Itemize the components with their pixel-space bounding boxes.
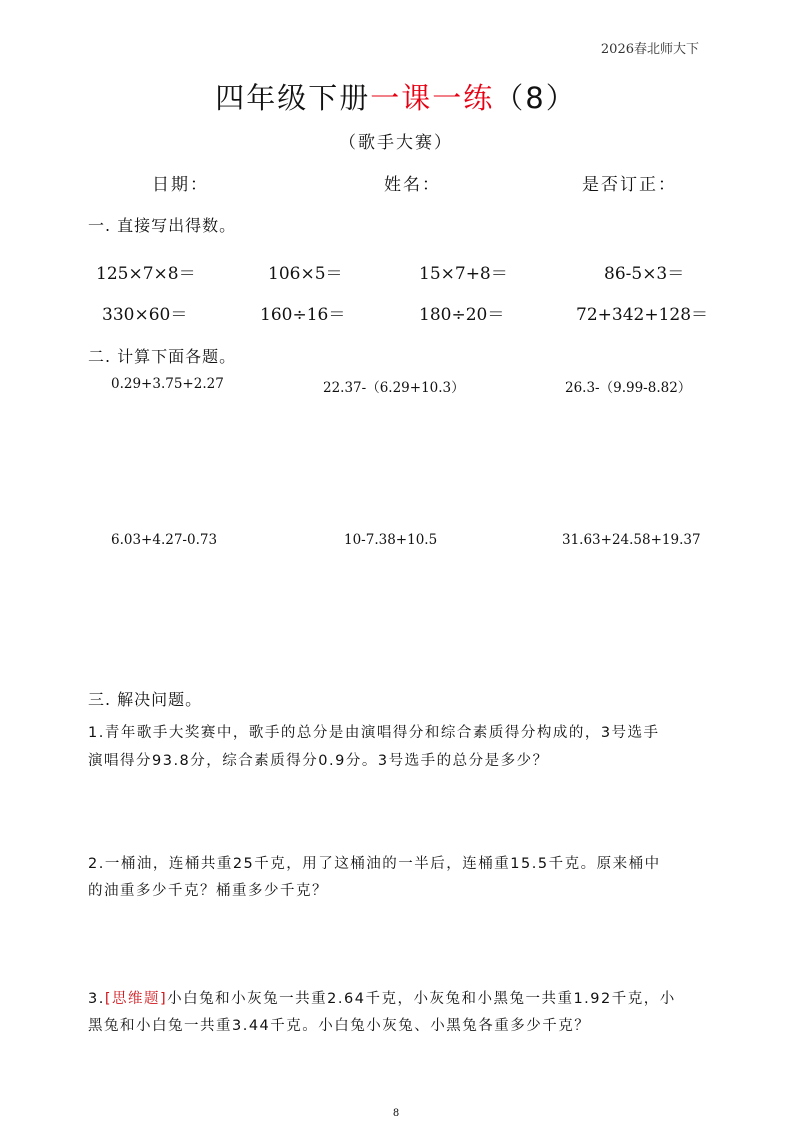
title-highlight: 一课一练	[370, 81, 495, 115]
question3-number: 3.	[88, 991, 105, 1007]
calc-item: 0.29+3.75+2.27	[111, 376, 224, 392]
question2-line1: 2.一桶油，连桶共重25千克，用了这桶油的一半后，连桶重15.5千克。原来桶中	[88, 856, 661, 872]
oral-item: 106×5＝	[268, 264, 343, 284]
thinking-tag: [思维题]	[104, 991, 168, 1007]
page-number: 8	[392, 1108, 400, 1119]
oral-item: 330×60＝	[102, 305, 188, 325]
calc-item: 31.63+24.58+19.37	[562, 532, 701, 548]
oral-item: 125×7×8＝	[96, 264, 196, 284]
date-label: 日期：	[152, 175, 209, 195]
section1-heading: 一. 直接写出得数。	[88, 216, 237, 235]
calc-item: 10-7.38+10.5	[344, 532, 438, 548]
question3-line1	[88, 987, 676, 1008]
section3-heading: 三. 解决问题。	[88, 690, 203, 709]
question2-line2: 的油重多少千克？桶重多少千克？	[88, 883, 328, 899]
oral-item: 72+342+128＝	[576, 305, 709, 325]
calc-item: 22.37-（6.29+10.3）	[323, 380, 465, 396]
title-suffix: （8）	[494, 81, 577, 115]
corrected-label: 是否订正：	[582, 175, 677, 195]
question1-line1: 1.青年歌手大奖赛中，歌手的总分是由演唱得分和综合素质得分构成的，3号选手	[88, 725, 660, 741]
section2-heading: 二. 计算下面各题。	[88, 347, 237, 366]
oral-item: 180÷20＝	[419, 305, 505, 325]
edition-label: 2026春北师大下	[600, 42, 699, 57]
calc-item: 6.03+4.27-0.73	[111, 532, 218, 548]
calc-item: 26.3-（9.99-8.82）	[565, 380, 692, 396]
question3-text: 小白兔和小灰兔一共重2.64千克，小灰兔和小黑兔一共重1.92千克，小	[167, 991, 676, 1007]
oral-item: 15×7+8＝	[419, 264, 508, 284]
question3-line2: 黑兔和小白兔一共重3.44千克。小白兔小灰兔、小黑兔各重多少千克？	[88, 1018, 591, 1034]
question1-line2: 演唱得分93.8分，综合素质得分0.9分。3号选手的总分是多少？	[88, 753, 549, 769]
page-title	[0, 76, 792, 117]
oral-item: 160÷16＝	[260, 305, 346, 325]
lesson-subtitle: （歌手大赛）	[339, 133, 453, 153]
name-label: 姓名：	[384, 175, 441, 195]
title-prefix: 四年级下册	[215, 81, 371, 115]
oral-item: 86-5×3＝	[604, 264, 685, 284]
